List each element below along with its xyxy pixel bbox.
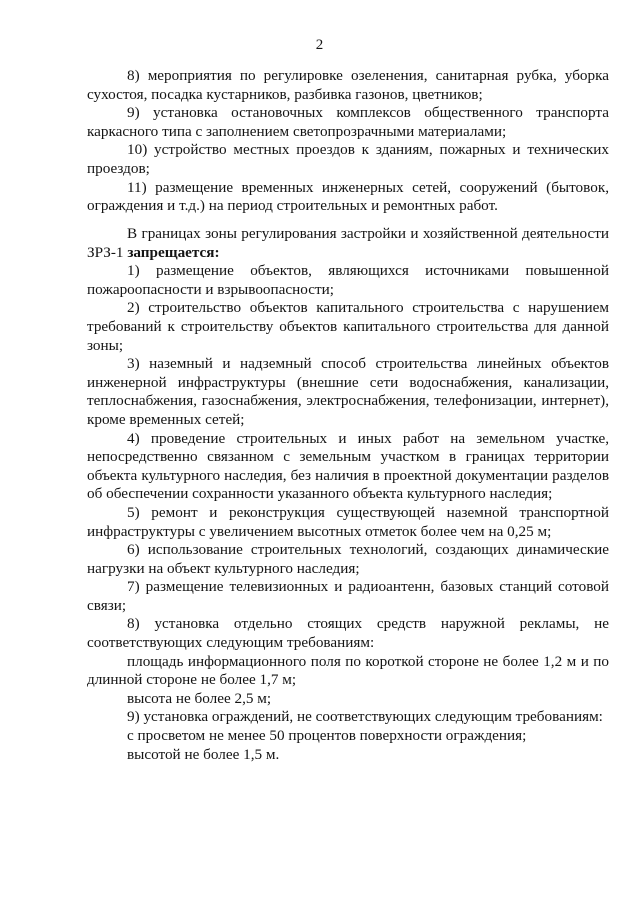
requirement-item: с просветом не менее 50 процентов поверхности ограждения; <box>127 727 527 745</box>
section-intro <box>87 225 609 262</box>
requirement-item: высота не более 2,5 м; <box>127 689 272 707</box>
list-item: 2) строительство объектов капитального строительства с нарушением требований к строительству объектов капитального строительства для данной зоны; <box>87 299 609 354</box>
list-item: 7) размещение телевизионных и радиоантенн, базовых станций сотовой связи; <box>87 578 609 614</box>
list-item: 5) ремонт и реконструкция существующей наземной транспортной инфраструктуры с увеличением высотных отметок более чем на 0,25 м; <box>87 503 609 540</box>
requirement-item: площадь информационного поля по короткой стороне не более 1,2 м и по длинной стороне не более 1,7 м; <box>87 652 609 689</box>
section-intro-text: В границах зоны регулирования застройки и хозяйственной деятельности ЗРЗ-1 <box>87 225 609 261</box>
section-intro-bold: запрещается: <box>127 243 220 261</box>
page-number: 2 <box>315 37 324 53</box>
list-item: 8) мероприятия по регулировке озеленения, санитарная рубка, уборка сухостоя, посадка кустарников, разбивка газонов, цветников; <box>87 67 609 103</box>
list-item: 4) проведение строительных и иных работ на земельном участке, непосредственно связанном с земельным участком в границах территории объекта культурного наследия, без наличия в проектной документации разделов об обеспечении сохранности указанного объекта культурного наследия; <box>87 429 609 503</box>
list-item: 10) устройство местных проездов к зданиям, пожарных и технических проездов; <box>87 141 609 177</box>
permitted-works-list <box>87 67 609 216</box>
list-item: 1) размещение объектов, являющихся источниками повышенной пожароопасности и взрывоопасности; <box>87 262 609 298</box>
list-item: 9) установка ограждений, не соответствующих следующим требованиям: <box>127 708 603 726</box>
requirement-item: высотой не более 1,5 м. <box>127 745 280 763</box>
list-item: 3) наземный и надземный способ строительства линейных объектов инженерной инфраструктуры (внешние сети водоснабжения, канализации, теплоснабжения, газоснабжения, электроснабжения, телефонизации, интернет), кроме временных сетей; <box>87 355 609 428</box>
list-item: 9) установка остановочных комплексов общественного транспорта каркасного типа с заполнением светопрозрачными материалами; <box>87 104 609 140</box>
list-item: 11) размещение временных инженерных сетей, сооружений (бытовок, ограждения и т.д.) на период строительных и ремонтных работ. <box>87 178 609 215</box>
prohibited-works-section <box>87 225 609 764</box>
list-item: 8) установка отдельно стоящих средств наружной рекламы, не соответствующих следующим требованиям: <box>87 615 609 652</box>
list-item: 6) использование строительных технологий, создающих динамические нагрузки на объект культурного наследия; <box>87 541 609 577</box>
